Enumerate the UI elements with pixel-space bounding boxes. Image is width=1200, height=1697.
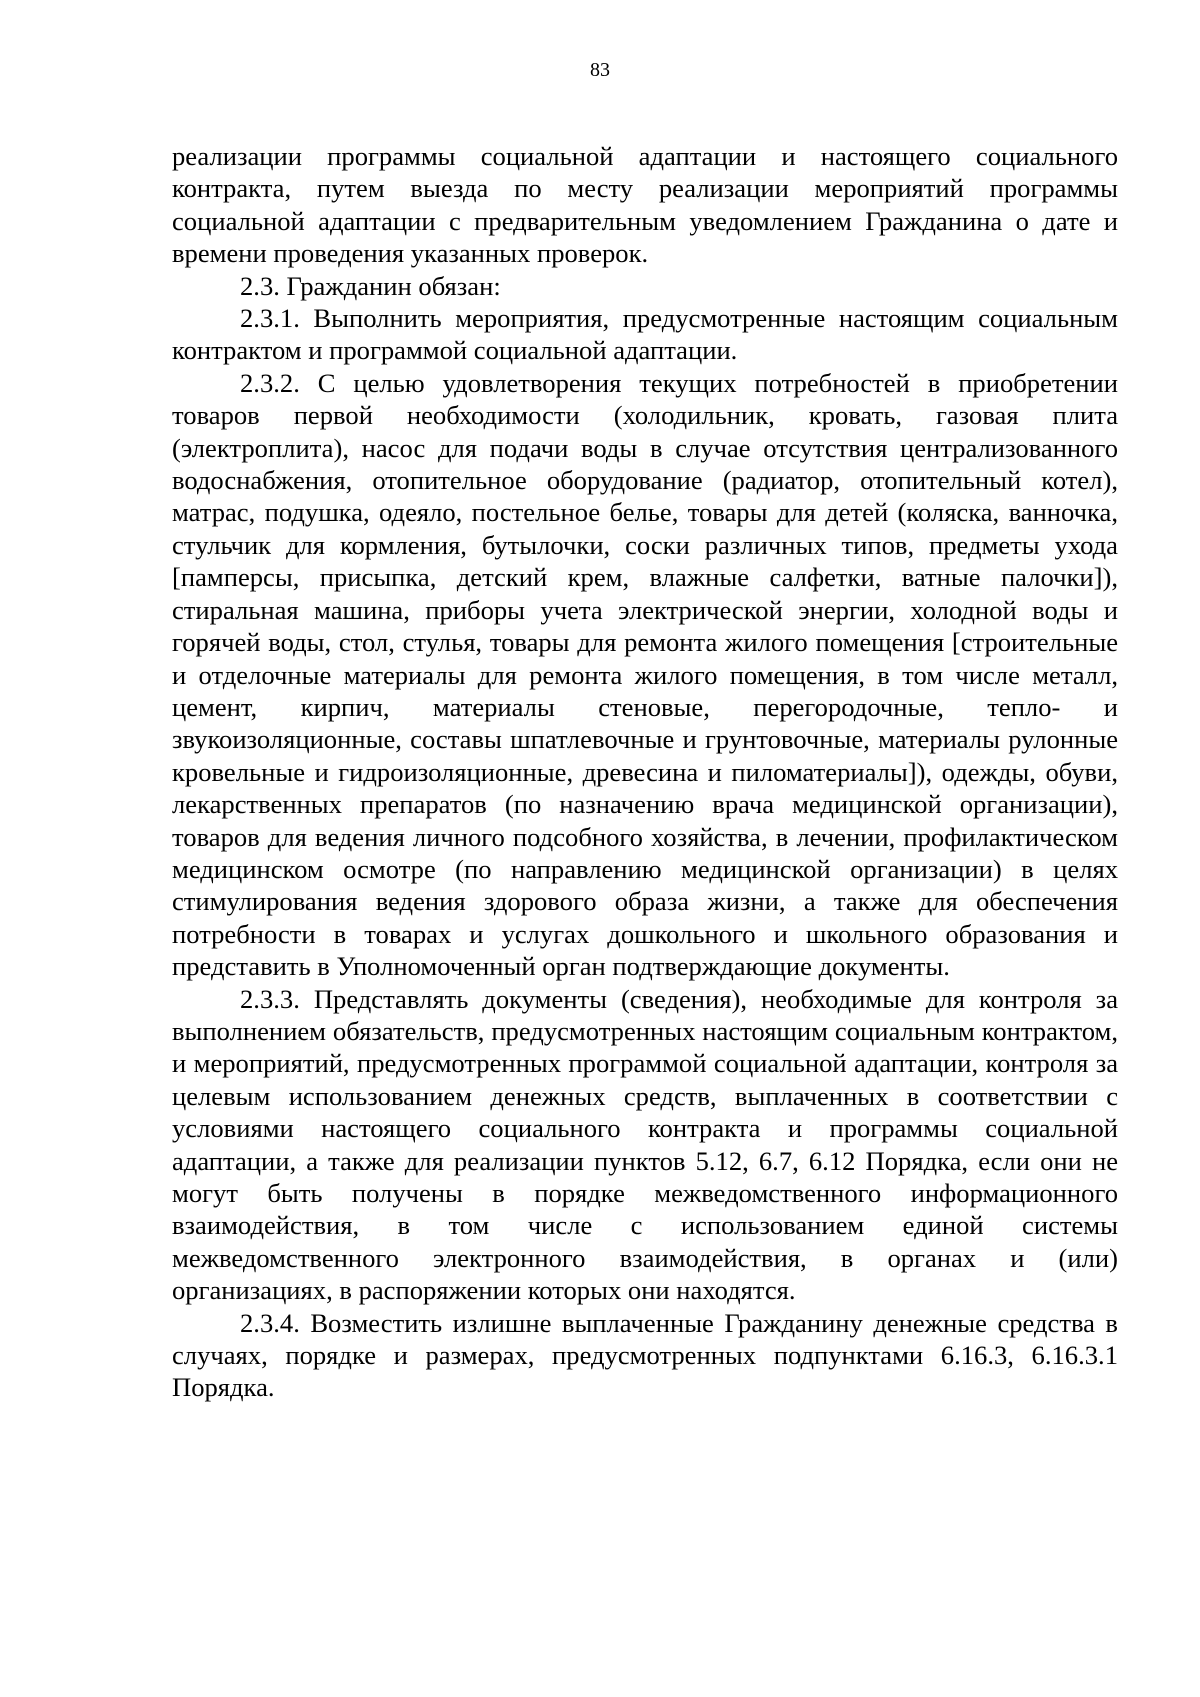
paragraph-2-3-4: 2.3.4. Возместить излишне выплаченные Гражданину денежные средства в случаях, порядке и размерах, предусмотренных подпунктами 6.16.3, 6.16.3.1 Порядка. [172, 1307, 1118, 1403]
paragraph-2-3-3: 2.3.3. Представлять документы (сведения), необходимые для контроля за выполнением обязательств, предусмотренных настоящим социальным контрактом, и мероприятий, предусмотренных программой социальной адаптации, контроля за целевым использованием денежных средств, выплаченных в соответствии с условиями настоящего социального контракта и программы социальной адаптации, а также для реализации пунктов 5.12, 6.7, 6.12 Порядка, если они не могут быть получены в порядке межведомственного информационного взаимодействия, в том числе с использованием единой системы межведомственного электронного взаимодействия, в органах и (или) организациях, в распоряжении которых они находятся. [172, 983, 1118, 1306]
page-number: 83 [590, 59, 610, 81]
document-body [172, 140, 1118, 1404]
paragraph-continuation: реализации программы социальной адаптации и настоящего социального контракта, путем выезда по месту реализации мероприятий программы социальной адаптации с предварительным уведомлением Гражданина о дате и времени проведения указанных проверок. [172, 141, 1118, 269]
paragraph-2-3: 2.3. Гражданин обязан: [240, 270, 501, 301]
paragraph-2-3-1: 2.3.1. Выполнить мероприятия, предусмотренные настоящим социальным контрактом и программой социальной адаптации. [172, 303, 1118, 366]
paragraph-2-3-2: 2.3.2. С целью удовлетворения текущих потребностей в приобретении товаров первой необходимости (холодильник, кровать, газовая плита (электроплита), насос для подачи воды в случае отсутствия централизованного водоснабжения, отопительное оборудование (радиатор, отопительный котел), матрас, подушка, одеяло, постельное белье, товары для детей (коляска, ванночка, стульчик для кормления, бутылочки, соски различных типов, предметы ухода [памперсы, присыпка, детский крем, влажные салфетки, ватные палочки]), стиральная машина, приборы учета электрической энергии, холодной воды и горячей воды, стол, стулья, товары для ремонта жилого помещения [строительные и отделочные материалы для ремонта жилого помещения, в том числе металл, цемент, кирпич, материалы стеновые, перегородочные, тепло- и звукоизоляционные, составы шпатлевочные и грунтовочные, материалы рулонные кровельные и гидроизоляционные, древесина и пиломатериалы]), одежды, обуви, лекарственных препаратов (по назначению врача медицинской организации), товаров для ведения личного подсобного хозяйства, в лечении, профилактическом медицинском осмотре (по направлению медицинской организации) в целях стимулирования ведения здорового образа жизни, а также для обеспечения потребности в товарах и услугах дошкольного и школьного образования и представить в Уполномоченный орган подтверждающие документы. [172, 367, 1118, 982]
